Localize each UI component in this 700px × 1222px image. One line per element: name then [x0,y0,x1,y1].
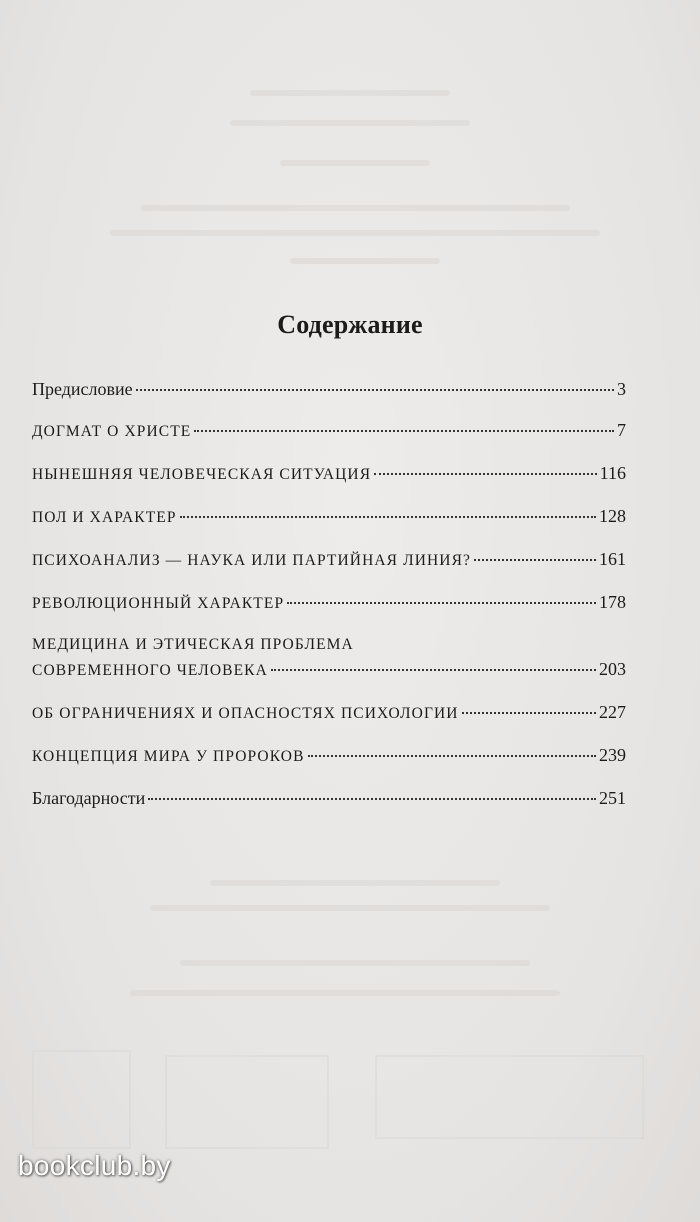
dot-leader [194,430,614,432]
toc-entry-label: КОНЦЕПЦИЯ МИРА У ПРОРОКОВ [32,748,305,765]
toc-entry-page: 128 [599,506,626,526]
toc-entry-label: ОБ ОГРАНИЧЕНИЯХ И ОПАСНОСТЯХ ПСИХОЛОГИИ [32,705,459,722]
toc-entry [32,743,626,769]
toc-entry-label: ПСИХОАНАЛИЗ — НАУКА ИЛИ ПАРТИЙНАЯ ЛИНИЯ? [32,552,471,569]
toc-entry [32,461,626,487]
toc-entry-label: НЫНЕШНЯЯ ЧЕЛОВЕЧЕСКАЯ СИТУАЦИЯ [32,466,372,483]
toc-entry-page: 251 [599,788,626,808]
show-through-logo [375,1055,644,1139]
toc-entry [32,547,626,573]
toc-entry-page: 203 [599,659,626,679]
dot-leader [271,669,596,671]
toc-entry-label: РЕВОЛЮЦИОННЫЙ ХАРАКТЕР [32,595,285,612]
show-through-text [290,258,440,264]
toc-entry-page: 239 [599,745,626,765]
dot-leader [308,755,596,757]
show-through-qr [32,1050,131,1149]
toc-entry-page: 116 [599,463,626,483]
toc-entry-page: 3 [617,379,626,399]
toc-entry [32,590,626,616]
toc-entry-label: Предисловие [32,379,133,399]
site-watermark: bookclub.by [18,1150,171,1181]
show-through-text [150,905,550,911]
toc-entry-page: 178 [599,592,626,612]
page-title: Содержание [277,310,423,339]
toc-entry-label-line1: МЕДИЦИНА И ЭТИЧЕСКАЯ ПРОБЛЕМА [32,636,354,653]
show-through-text [230,120,470,126]
show-through-text [110,230,600,236]
show-through-text [140,205,570,211]
toc-entry-label: Благодарности [32,788,146,808]
toc-entry-label-line2: СОВРЕМЕННОГО ЧЕЛОВЕКА [32,662,268,679]
toc-entry [32,633,626,683]
toc-entry-page: 7 [617,420,626,440]
dot-leader [136,389,614,391]
dot-leader [148,798,596,800]
toc-entry [32,700,626,726]
show-through-text [130,990,560,996]
dot-leader [374,473,596,475]
toc-entry [32,504,626,530]
dot-leader [180,516,596,518]
dot-leader [287,602,596,604]
toc-entry-label: ПОЛ И ХАРАКТЕР [32,509,177,526]
toc-entry-acknowledgements [32,786,626,810]
toc-entry-page: 227 [599,702,626,722]
show-through-text [180,960,530,966]
toc-entry-page: 161 [599,549,626,569]
show-through-barcode [165,1055,329,1149]
dot-leader [474,559,596,561]
show-through-text [280,160,430,166]
toc-entry-preface [32,377,626,401]
dot-leader [462,712,596,714]
toc-entry [32,418,626,444]
table-of-contents [32,377,626,827]
show-through-text [250,90,450,96]
toc-entry-label: ДОГМАТ О ХРИСТЕ [32,423,192,440]
show-through-text [210,880,500,886]
